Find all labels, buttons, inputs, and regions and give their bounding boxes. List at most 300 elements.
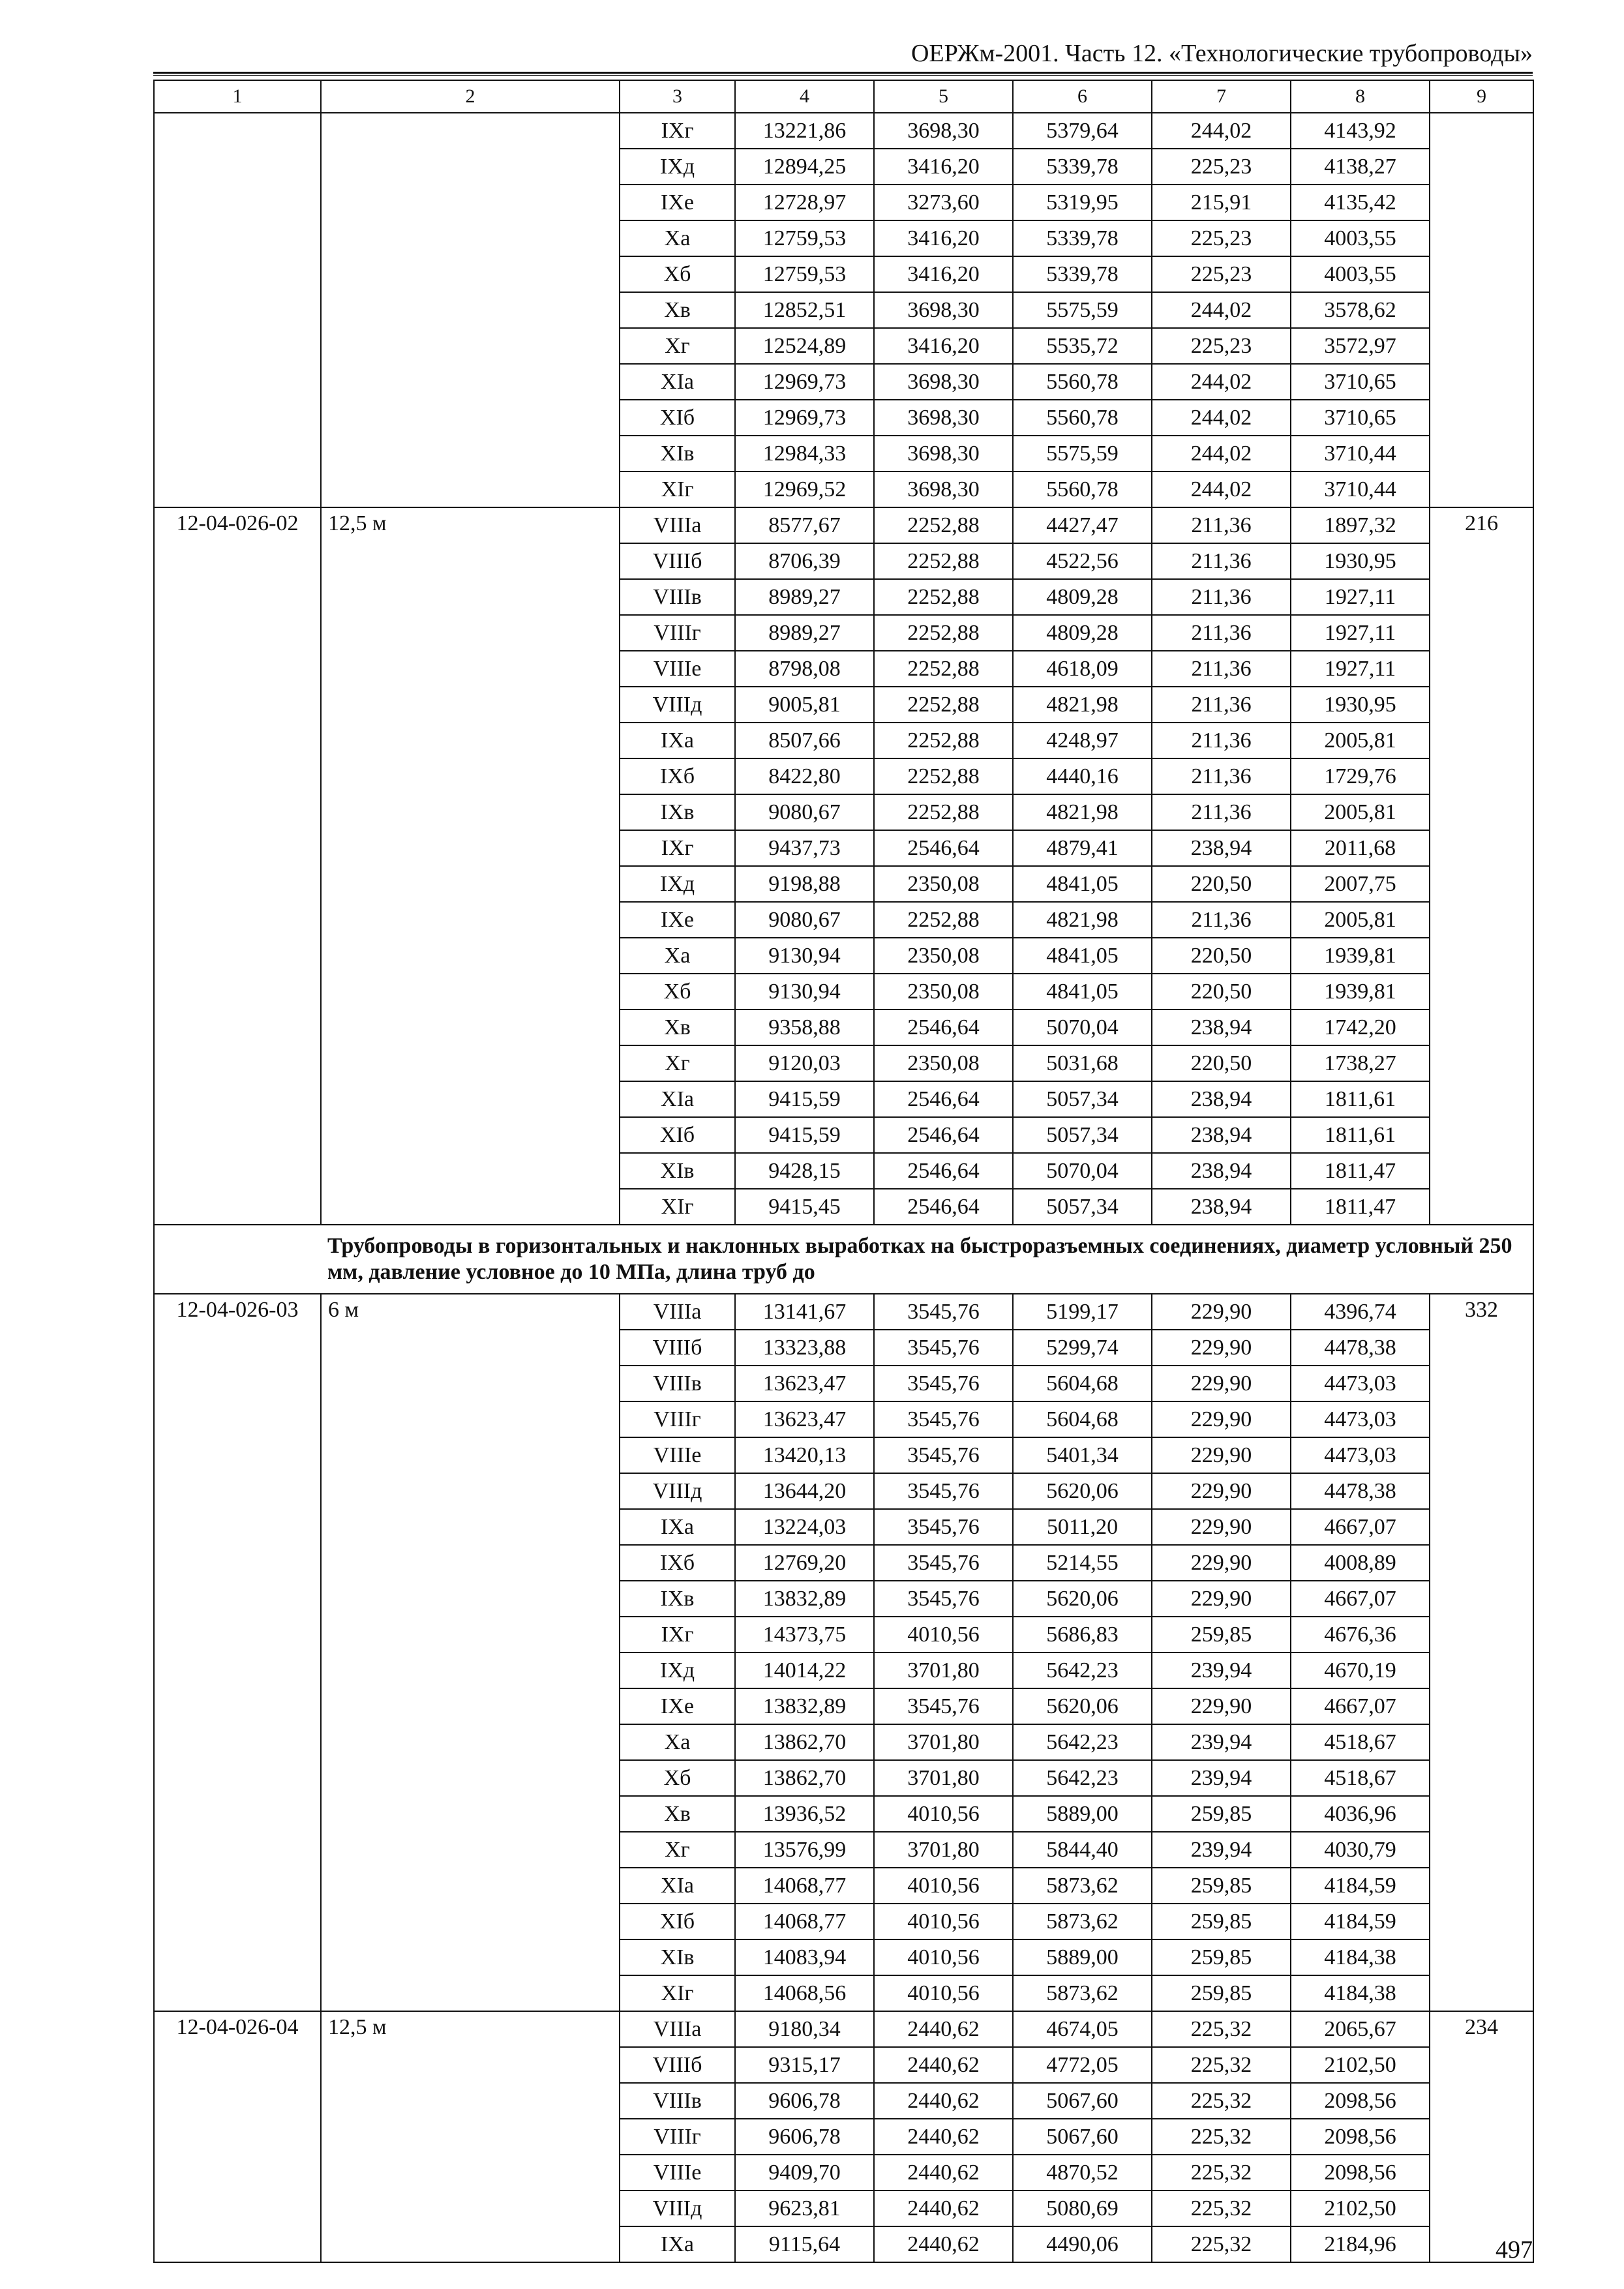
class-cell: IXг <box>620 830 735 866</box>
machine-cost-cell: 5560,78 <box>1013 364 1152 400</box>
class-cell: VIIIг <box>620 1401 735 1437</box>
driver-wage-cell: 244,02 <box>1152 113 1291 149</box>
total-cost-cell: 9180,34 <box>735 2011 874 2047</box>
materials-cost-cell: 1939,81 <box>1291 974 1430 1010</box>
column-number-row <box>154 80 1533 113</box>
labor-cost-cell: 3698,30 <box>874 400 1013 436</box>
driver-wage-cell: 238,94 <box>1152 1117 1291 1153</box>
labor-cost-cell: 2546,64 <box>874 1189 1013 1225</box>
total-cost-cell: 13832,89 <box>735 1581 874 1617</box>
machine-cost-cell: 5299,74 <box>1013 1330 1152 1366</box>
class-cell: IXд <box>620 866 735 902</box>
total-cost-cell: 14083,94 <box>735 1939 874 1975</box>
driver-wage-cell: 225,23 <box>1152 149 1291 185</box>
total-cost-cell: 13221,86 <box>735 113 874 149</box>
class-cell: IXб <box>620 1545 735 1581</box>
total-cost-cell: 9428,15 <box>735 1153 874 1189</box>
total-cost-cell: 13832,89 <box>735 1688 874 1724</box>
labor-cost-cell: 2252,88 <box>874 723 1013 758</box>
section-heading: Трубопроводы в горизонтальных и наклонных выработках на быстроразъемных соединениях, диаметр условный 250 мм, давление условное до 10 МПа, длина труб до <box>321 1225 1533 1294</box>
machine-cost-cell: 5686,83 <box>1013 1617 1152 1653</box>
materials-cost-cell: 2102,50 <box>1291 2191 1430 2226</box>
resource-cell: 332 <box>1430 1294 1533 2011</box>
driver-wage-cell: 244,02 <box>1152 292 1291 328</box>
driver-wage-cell: 229,90 <box>1152 1330 1291 1366</box>
driver-wage-cell: 211,36 <box>1152 794 1291 830</box>
materials-cost-cell: 4184,38 <box>1291 1975 1430 2011</box>
class-cell: Xб <box>620 1760 735 1796</box>
driver-wage-cell: 244,02 <box>1152 436 1291 471</box>
labor-cost-cell: 2546,64 <box>874 1153 1013 1189</box>
machine-cost-cell: 5873,62 <box>1013 1975 1152 2011</box>
class-cell: Xв <box>620 292 735 328</box>
materials-cost-cell: 4676,36 <box>1291 1617 1430 1653</box>
total-cost-cell: 9606,78 <box>735 2119 874 2155</box>
class-cell: VIIIд <box>620 687 735 723</box>
driver-wage-cell: 211,36 <box>1152 651 1291 687</box>
labor-cost-cell: 2440,62 <box>874 2047 1013 2083</box>
machine-cost-cell: 4674,05 <box>1013 2011 1152 2047</box>
driver-wage-cell: 211,36 <box>1152 758 1291 794</box>
total-cost-cell: 9115,64 <box>735 2226 874 2262</box>
labor-cost-cell: 3416,20 <box>874 256 1013 292</box>
machine-cost-cell: 4427,47 <box>1013 507 1152 543</box>
labor-cost-cell: 2546,64 <box>874 1117 1013 1153</box>
driver-wage-cell: 239,94 <box>1152 1760 1291 1796</box>
labor-cost-cell: 2350,08 <box>874 1045 1013 1081</box>
driver-wage-cell: 259,85 <box>1152 1904 1291 1939</box>
labor-cost-cell: 2440,62 <box>874 2011 1013 2047</box>
total-cost-cell: 12759,53 <box>735 256 874 292</box>
labor-cost-cell: 2350,08 <box>874 938 1013 974</box>
total-cost-cell: 12984,33 <box>735 436 874 471</box>
driver-wage-cell: 225,32 <box>1152 2047 1291 2083</box>
machine-cost-cell: 5873,62 <box>1013 1868 1152 1904</box>
machine-cost-cell: 5070,04 <box>1013 1010 1152 1045</box>
materials-cost-cell: 4184,59 <box>1291 1904 1430 1939</box>
page-number: 497 <box>1496 2236 1533 2264</box>
total-cost-cell: 14068,56 <box>735 1975 874 2011</box>
materials-cost-cell: 4008,89 <box>1291 1545 1430 1581</box>
driver-wage-cell: 244,02 <box>1152 471 1291 507</box>
machine-cost-cell: 5560,78 <box>1013 400 1152 436</box>
class-cell: VIIIб <box>620 2047 735 2083</box>
labor-cost-cell: 2252,88 <box>874 794 1013 830</box>
driver-wage-cell: 238,94 <box>1152 1081 1291 1117</box>
driver-wage-cell: 238,94 <box>1152 1153 1291 1189</box>
driver-wage-cell: 259,85 <box>1152 1868 1291 1904</box>
materials-cost-cell: 1742,20 <box>1291 1010 1430 1045</box>
labor-cost-cell: 3545,76 <box>874 1294 1013 1330</box>
labor-cost-cell: 3701,80 <box>874 1832 1013 1868</box>
total-cost-cell: 14068,77 <box>735 1904 874 1939</box>
class-cell: XIб <box>620 400 735 436</box>
total-cost-cell: 13936,52 <box>735 1796 874 1832</box>
total-cost-cell: 12769,20 <box>735 1545 874 1581</box>
column-number-cell: 7 <box>1152 80 1291 113</box>
table-row <box>154 507 1533 543</box>
driver-wage-cell: 220,50 <box>1152 866 1291 902</box>
materials-cost-cell: 1930,95 <box>1291 543 1430 579</box>
total-cost-cell: 14373,75 <box>735 1617 874 1653</box>
driver-wage-cell: 211,36 <box>1152 902 1291 938</box>
materials-cost-cell: 4478,38 <box>1291 1473 1430 1509</box>
class-cell: IXа <box>620 723 735 758</box>
driver-wage-cell: 225,32 <box>1152 2119 1291 2155</box>
driver-wage-cell: 229,90 <box>1152 1688 1291 1724</box>
labor-cost-cell: 2546,64 <box>874 830 1013 866</box>
table-row <box>154 2011 1533 2047</box>
class-cell: VIIIд <box>620 2191 735 2226</box>
driver-wage-cell: 211,36 <box>1152 615 1291 651</box>
total-cost-cell: 9415,59 <box>735 1081 874 1117</box>
driver-wage-cell: 220,50 <box>1152 938 1291 974</box>
machine-cost-cell: 4821,98 <box>1013 902 1152 938</box>
driver-wage-cell: 211,36 <box>1152 687 1291 723</box>
materials-cost-cell: 4667,07 <box>1291 1509 1430 1545</box>
resource-cell: 234 <box>1430 2011 1533 2262</box>
class-cell: XIв <box>620 1153 735 1189</box>
machine-cost-cell: 4870,52 <box>1013 2155 1152 2191</box>
labor-cost-cell: 2440,62 <box>874 2155 1013 2191</box>
machine-cost-cell: 4772,05 <box>1013 2047 1152 2083</box>
class-cell: IXв <box>620 794 735 830</box>
materials-cost-cell: 4030,79 <box>1291 1832 1430 1868</box>
class-cell: Xг <box>620 1045 735 1081</box>
materials-cost-cell: 2184,96 <box>1291 2226 1430 2262</box>
class-cell: VIIIв <box>620 1366 735 1401</box>
total-cost-cell: 9130,94 <box>735 974 874 1010</box>
labor-cost-cell: 3545,76 <box>874 1688 1013 1724</box>
materials-cost-cell: 2005,81 <box>1291 902 1430 938</box>
total-cost-cell: 8706,39 <box>735 543 874 579</box>
labor-cost-cell: 2440,62 <box>874 2226 1013 2262</box>
driver-wage-cell: 225,23 <box>1152 220 1291 256</box>
table-row <box>154 113 1533 149</box>
total-cost-cell: 9130,94 <box>735 938 874 974</box>
class-cell: Xб <box>620 256 735 292</box>
materials-cost-cell: 4667,07 <box>1291 1581 1430 1617</box>
machine-cost-cell: 5067,60 <box>1013 2119 1152 2155</box>
materials-cost-cell: 2098,56 <box>1291 2119 1430 2155</box>
materials-cost-cell: 4143,92 <box>1291 113 1430 149</box>
total-cost-cell: 8989,27 <box>735 615 874 651</box>
machine-cost-cell: 5339,78 <box>1013 149 1152 185</box>
total-cost-cell: 12524,89 <box>735 328 874 364</box>
labor-cost-cell: 3545,76 <box>874 1473 1013 1509</box>
machine-cost-cell: 5379,64 <box>1013 113 1152 149</box>
driver-wage-cell: 238,94 <box>1152 830 1291 866</box>
materials-cost-cell: 2098,56 <box>1291 2155 1430 2191</box>
labor-cost-cell: 2252,88 <box>874 651 1013 687</box>
class-cell: IXа <box>620 1509 735 1545</box>
driver-wage-cell: 229,90 <box>1152 1473 1291 1509</box>
materials-cost-cell: 4003,55 <box>1291 256 1430 292</box>
materials-cost-cell: 4473,03 <box>1291 1437 1430 1473</box>
labor-cost-cell: 3698,30 <box>874 436 1013 471</box>
machine-cost-cell: 4809,28 <box>1013 579 1152 615</box>
driver-wage-cell: 259,85 <box>1152 1975 1291 2011</box>
materials-cost-cell: 2005,81 <box>1291 794 1430 830</box>
total-cost-cell: 9437,73 <box>735 830 874 866</box>
materials-cost-cell: 2065,67 <box>1291 2011 1430 2047</box>
machine-cost-cell: 4440,16 <box>1013 758 1152 794</box>
labor-cost-cell: 3545,76 <box>874 1509 1013 1545</box>
total-cost-cell: 13623,47 <box>735 1401 874 1437</box>
materials-cost-cell: 1930,95 <box>1291 687 1430 723</box>
column-number-cell: 8 <box>1291 80 1430 113</box>
total-cost-cell: 13862,70 <box>735 1724 874 1760</box>
labor-cost-cell: 4010,56 <box>874 1904 1013 1939</box>
machine-cost-cell: 5575,59 <box>1013 436 1152 471</box>
machine-cost-cell: 5199,17 <box>1013 1294 1152 1330</box>
labor-cost-cell: 3698,30 <box>874 292 1013 328</box>
machine-cost-cell: 4821,98 <box>1013 687 1152 723</box>
labor-cost-cell: 3698,30 <box>874 113 1013 149</box>
total-cost-cell: 12969,73 <box>735 400 874 436</box>
labor-cost-cell: 2252,88 <box>874 758 1013 794</box>
driver-wage-cell: 239,94 <box>1152 1653 1291 1688</box>
total-cost-cell: 9080,67 <box>735 794 874 830</box>
materials-cost-cell: 4473,03 <box>1291 1366 1430 1401</box>
total-cost-cell: 12969,52 <box>735 471 874 507</box>
total-cost-cell: 8577,67 <box>735 507 874 543</box>
materials-cost-cell: 1738,27 <box>1291 1045 1430 1081</box>
class-cell: IXб <box>620 758 735 794</box>
total-cost-cell: 13141,67 <box>735 1294 874 1330</box>
total-cost-cell: 13644,20 <box>735 1473 874 1509</box>
driver-wage-cell: 211,36 <box>1152 543 1291 579</box>
materials-cost-cell: 3710,65 <box>1291 364 1430 400</box>
driver-wage-cell: 244,02 <box>1152 364 1291 400</box>
class-cell: VIIIе <box>620 1437 735 1473</box>
class-cell: XIг <box>620 1189 735 1225</box>
machine-cost-cell: 5620,06 <box>1013 1473 1152 1509</box>
rate-code: 12-04-026-04 <box>154 2011 321 2262</box>
class-cell: XIа <box>620 1868 735 1904</box>
total-cost-cell: 9415,59 <box>735 1117 874 1153</box>
materials-cost-cell: 4138,27 <box>1291 149 1430 185</box>
machine-cost-cell: 5057,34 <box>1013 1117 1152 1153</box>
materials-cost-cell: 1729,76 <box>1291 758 1430 794</box>
materials-cost-cell: 1811,47 <box>1291 1153 1430 1189</box>
total-cost-cell: 12728,97 <box>735 185 874 220</box>
labor-cost-cell: 3416,20 <box>874 149 1013 185</box>
labor-cost-cell: 3545,76 <box>874 1366 1013 1401</box>
machine-cost-cell: 4841,05 <box>1013 938 1152 974</box>
class-cell: VIIIе <box>620 651 735 687</box>
materials-cost-cell: 1811,47 <box>1291 1189 1430 1225</box>
class-cell: IXд <box>620 1653 735 1688</box>
resource-cell: 216 <box>1430 507 1533 1225</box>
machine-cost-cell: 5080,69 <box>1013 2191 1152 2226</box>
machine-cost-cell: 4841,05 <box>1013 974 1152 1010</box>
materials-cost-cell: 4184,38 <box>1291 1939 1430 1975</box>
materials-cost-cell: 4667,07 <box>1291 1688 1430 1724</box>
machine-cost-cell: 5642,23 <box>1013 1724 1152 1760</box>
rate-code <box>154 113 321 507</box>
machine-cost-cell: 5560,78 <box>1013 471 1152 507</box>
total-cost-cell: 9415,45 <box>735 1189 874 1225</box>
class-cell: XIа <box>620 364 735 400</box>
pipe-length: 12,5 м <box>321 507 620 1225</box>
labor-cost-cell: 2440,62 <box>874 2083 1013 2119</box>
class-cell: XIб <box>620 1904 735 1939</box>
driver-wage-cell: 225,32 <box>1152 2226 1291 2262</box>
machine-cost-cell: 5620,06 <box>1013 1688 1152 1724</box>
total-cost-cell: 13623,47 <box>735 1366 874 1401</box>
materials-cost-cell: 3710,44 <box>1291 436 1430 471</box>
class-cell: IXе <box>620 1688 735 1724</box>
pipe-length <box>321 113 620 507</box>
machine-cost-cell: 5889,00 <box>1013 1939 1152 1975</box>
class-cell: VIIIв <box>620 579 735 615</box>
labor-cost-cell: 2252,88 <box>874 507 1013 543</box>
labor-cost-cell: 2440,62 <box>874 2191 1013 2226</box>
column-number-cell: 3 <box>620 80 735 113</box>
materials-cost-cell: 1927,11 <box>1291 579 1430 615</box>
class-cell: VIIIг <box>620 2119 735 2155</box>
materials-cost-cell: 1927,11 <box>1291 651 1430 687</box>
driver-wage-cell: 259,85 <box>1152 1796 1291 1832</box>
pipe-length: 6 м <box>321 1294 620 2011</box>
class-cell: IXв <box>620 1581 735 1617</box>
labor-cost-cell: 3701,80 <box>874 1724 1013 1760</box>
materials-cost-cell: 4518,67 <box>1291 1724 1430 1760</box>
machine-cost-cell: 5642,23 <box>1013 1760 1152 1796</box>
driver-wage-cell: 211,36 <box>1152 723 1291 758</box>
machine-cost-cell: 5844,40 <box>1013 1832 1152 1868</box>
machine-cost-cell: 5057,34 <box>1013 1189 1152 1225</box>
class-cell: XIг <box>620 471 735 507</box>
machine-cost-cell: 5339,78 <box>1013 256 1152 292</box>
driver-wage-cell: 229,90 <box>1152 1294 1291 1330</box>
class-cell: VIIIб <box>620 543 735 579</box>
class-cell: VIIIа <box>620 1294 735 1330</box>
total-cost-cell: 13323,88 <box>735 1330 874 1366</box>
rates-table <box>153 80 1534 2263</box>
labor-cost-cell: 2546,64 <box>874 1010 1013 1045</box>
machine-cost-cell: 5604,68 <box>1013 1366 1152 1401</box>
machine-cost-cell: 4879,41 <box>1013 830 1152 866</box>
machine-cost-cell: 4841,05 <box>1013 866 1152 902</box>
materials-cost-cell: 4003,55 <box>1291 220 1430 256</box>
materials-cost-cell: 2005,81 <box>1291 723 1430 758</box>
total-cost-cell: 9606,78 <box>735 2083 874 2119</box>
class-cell: IXе <box>620 185 735 220</box>
total-cost-cell: 13862,70 <box>735 1760 874 1796</box>
machine-cost-cell: 5057,34 <box>1013 1081 1152 1117</box>
class-cell: VIIIе <box>620 2155 735 2191</box>
materials-cost-cell: 2011,68 <box>1291 830 1430 866</box>
class-cell: XIв <box>620 1939 735 1975</box>
driver-wage-cell: 225,23 <box>1152 256 1291 292</box>
running-header: ОЕРЖм-2001. Часть 12. «Технологические трубопроводы» <box>910 40 1533 67</box>
driver-wage-cell: 229,90 <box>1152 1545 1291 1581</box>
class-cell: Xа <box>620 938 735 974</box>
class-cell: VIIIа <box>620 2011 735 2047</box>
total-cost-cell: 13420,13 <box>735 1437 874 1473</box>
labor-cost-cell: 4010,56 <box>874 1939 1013 1975</box>
labor-cost-cell: 2252,88 <box>874 543 1013 579</box>
labor-cost-cell: 2350,08 <box>874 866 1013 902</box>
rate-code: 12-04-026-03 <box>154 1294 321 2011</box>
class-cell: XIб <box>620 1117 735 1153</box>
resource-cell <box>1430 113 1533 507</box>
driver-wage-cell: 238,94 <box>1152 1010 1291 1045</box>
class-cell: Xг <box>620 328 735 364</box>
total-cost-cell: 12852,51 <box>735 292 874 328</box>
driver-wage-cell: 211,36 <box>1152 507 1291 543</box>
machine-cost-cell: 5535,72 <box>1013 328 1152 364</box>
labor-cost-cell: 3545,76 <box>874 1330 1013 1366</box>
total-cost-cell: 8989,27 <box>735 579 874 615</box>
materials-cost-cell: 1897,32 <box>1291 507 1430 543</box>
driver-wage-cell: 229,90 <box>1152 1509 1291 1545</box>
labor-cost-cell: 3545,76 <box>874 1545 1013 1581</box>
column-number-cell: 4 <box>735 80 874 113</box>
driver-wage-cell: 239,94 <box>1152 1724 1291 1760</box>
table-row <box>154 1294 1533 1330</box>
driver-wage-cell: 225,32 <box>1152 2011 1291 2047</box>
machine-cost-cell: 4490,06 <box>1013 2226 1152 2262</box>
materials-cost-cell: 4478,38 <box>1291 1330 1430 1366</box>
materials-cost-cell: 3572,97 <box>1291 328 1430 364</box>
labor-cost-cell: 2350,08 <box>874 974 1013 1010</box>
labor-cost-cell: 3701,80 <box>874 1760 1013 1796</box>
labor-cost-cell: 4010,56 <box>874 1975 1013 2011</box>
machine-cost-cell: 5604,68 <box>1013 1401 1152 1437</box>
total-cost-cell: 9409,70 <box>735 2155 874 2191</box>
class-cell: VIIIг <box>620 615 735 651</box>
class-cell: IXд <box>620 149 735 185</box>
class-cell: Xв <box>620 1010 735 1045</box>
labor-cost-cell: 3416,20 <box>874 220 1013 256</box>
materials-cost-cell: 2102,50 <box>1291 2047 1430 2083</box>
class-cell: VIIIа <box>620 507 735 543</box>
total-cost-cell: 8422,80 <box>735 758 874 794</box>
driver-wage-cell: 239,94 <box>1152 1832 1291 1868</box>
empty-cell <box>154 1225 321 1294</box>
materials-cost-cell: 3710,44 <box>1291 471 1430 507</box>
machine-cost-cell: 4522,56 <box>1013 543 1152 579</box>
materials-cost-cell: 2098,56 <box>1291 2083 1430 2119</box>
column-number-cell: 5 <box>874 80 1013 113</box>
class-cell: IXа <box>620 2226 735 2262</box>
total-cost-cell: 13224,03 <box>735 1509 874 1545</box>
total-cost-cell: 8507,66 <box>735 723 874 758</box>
machine-cost-cell: 5031,68 <box>1013 1045 1152 1081</box>
labor-cost-cell: 3416,20 <box>874 328 1013 364</box>
total-cost-cell: 13576,99 <box>735 1832 874 1868</box>
header-rule <box>153 72 1533 76</box>
driver-wage-cell: 244,02 <box>1152 400 1291 436</box>
driver-wage-cell: 225,32 <box>1152 2155 1291 2191</box>
class-cell: XIа <box>620 1081 735 1117</box>
labor-cost-cell: 3698,30 <box>874 471 1013 507</box>
total-cost-cell: 9080,67 <box>735 902 874 938</box>
machine-cost-cell: 5011,20 <box>1013 1509 1152 1545</box>
labor-cost-cell: 2252,88 <box>874 687 1013 723</box>
machine-cost-cell: 5889,00 <box>1013 1796 1152 1832</box>
driver-wage-cell: 229,90 <box>1152 1366 1291 1401</box>
total-cost-cell: 12969,73 <box>735 364 874 400</box>
labor-cost-cell: 4010,56 <box>874 1617 1013 1653</box>
machine-cost-cell: 4248,97 <box>1013 723 1152 758</box>
class-cell: Xг <box>620 1832 735 1868</box>
materials-cost-cell: 4473,03 <box>1291 1401 1430 1437</box>
total-cost-cell: 14014,22 <box>735 1653 874 1688</box>
